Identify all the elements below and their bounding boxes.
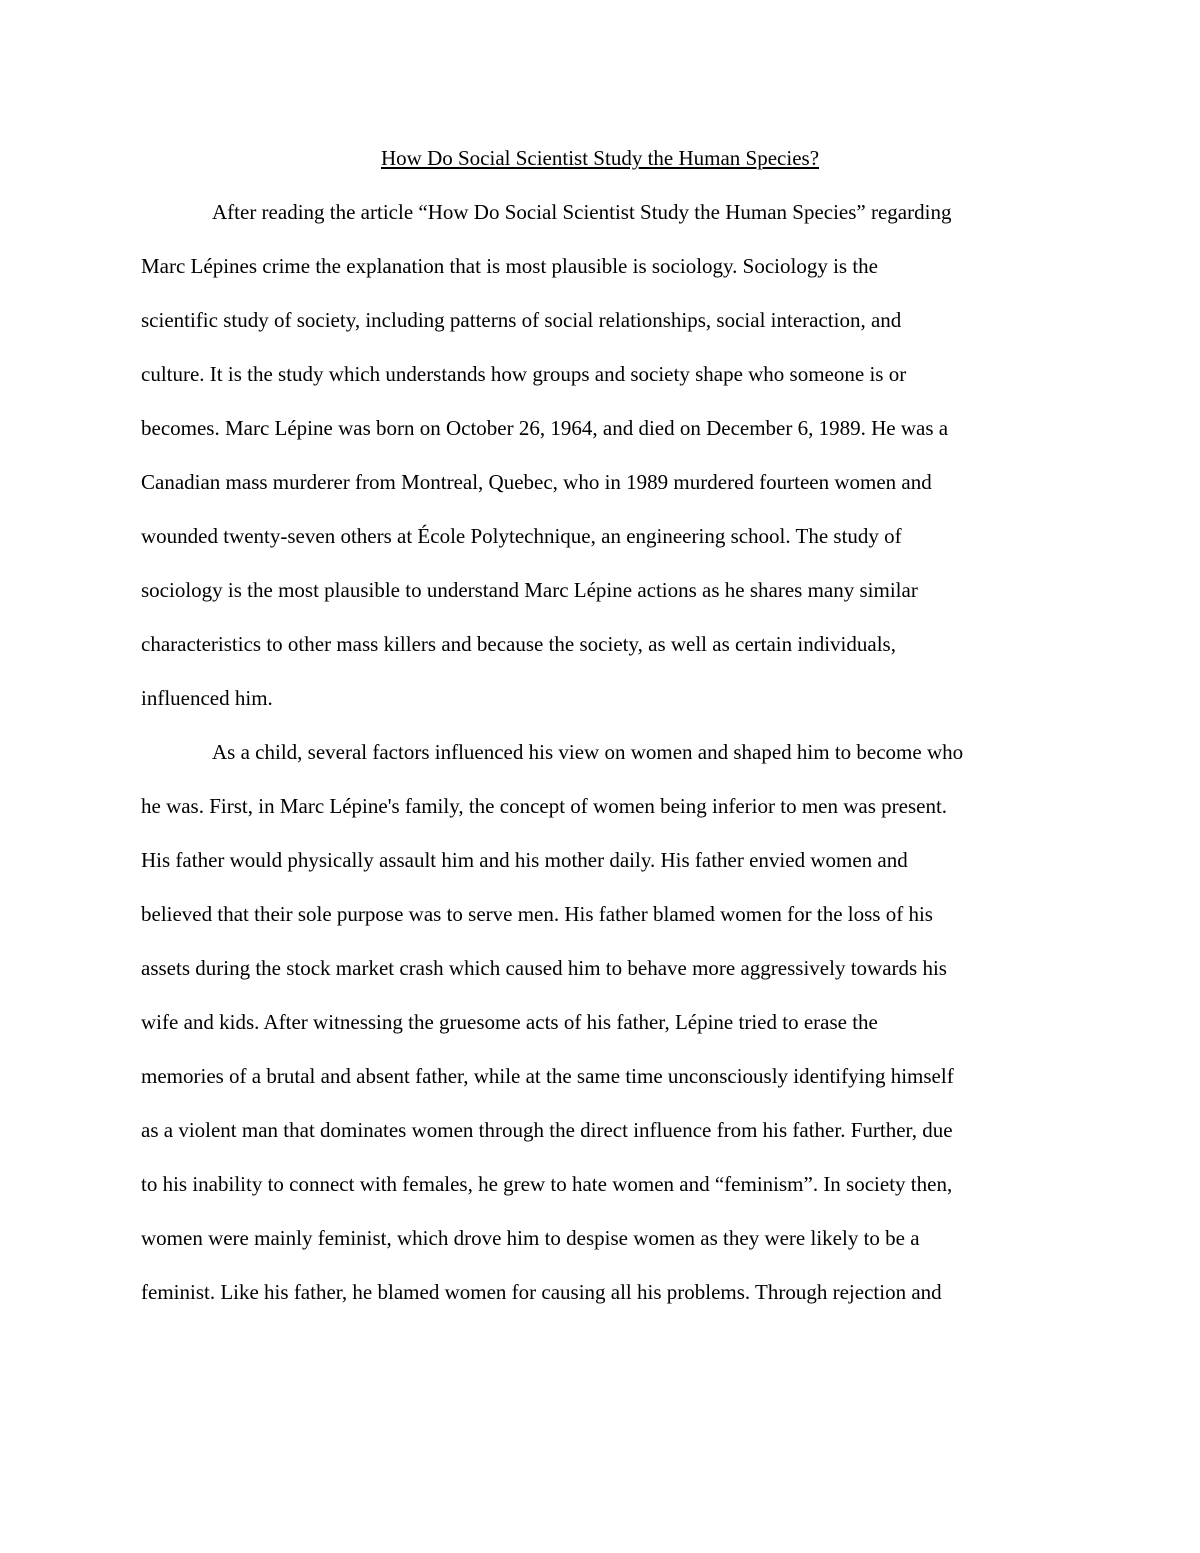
paragraph-line: characteristics to other mass killers and because the society, as well as certain individuals, [141, 632, 896, 656]
paragraph-line: sociology is the most plausible to understand Marc Lépine actions as he shares many similar [141, 578, 918, 602]
paragraph-line: As a child, several factors influenced his view on women and shaped him to become who [212, 740, 964, 764]
paragraph-line: to his inability to connect with females, he grew to hate women and “feminism”. In society then, [141, 1172, 953, 1196]
paragraph-line: Marc Lépines crime the explanation that is most plausible is sociology. Sociology is the [141, 254, 878, 278]
paragraph-line: as a violent man that dominates women through the direct influence from his father. Further, due [141, 1118, 953, 1142]
paragraph-line: influenced him. [141, 686, 273, 710]
paragraph-line: wounded twenty-seven others at École Polytechnique, an engineering school. The study of [141, 524, 902, 548]
paragraph-line: wife and kids. After witnessing the gruesome acts of his father, Lépine tried to erase the [141, 1010, 878, 1034]
paragraph-line: scientific study of society, including patterns of social relationships, social interaction, and [141, 308, 902, 332]
document-title: How Do Social Scientist Study the Human Species? [380, 146, 820, 170]
paragraph-line: women were mainly feminist, which drove him to despise women as they were likely to be a [141, 1226, 920, 1250]
paragraph-line: culture. It is the study which understands how groups and society shape who someone is or [141, 362, 907, 386]
paragraph-line: believed that their sole purpose was to serve men. His father blamed women for the loss of his [141, 902, 933, 926]
paragraph-line: His father would physically assault him and his mother daily. His father envied women and [141, 848, 908, 872]
paragraph-line: memories of a brutal and absent father, while at the same time unconsciously identifying himself [141, 1064, 954, 1088]
paragraph-line: assets during the stock market crash which caused him to behave more aggressively towards his [141, 956, 947, 980]
paragraph-line: he was. First, in Marc Lépine's family, the concept of women being inferior to men was present. [141, 794, 948, 818]
paragraph-line: After reading the article “How Do Social Scientist Study the Human Species” regarding [212, 200, 952, 224]
paragraph-line: Canadian mass murderer from Montreal, Quebec, who in 1989 murdered fourteen women and [141, 470, 932, 494]
paragraph-line: feminist. Like his father, he blamed women for causing all his problems. Through rejection and [141, 1280, 942, 1304]
paragraph-line: becomes. Marc Lépine was born on October 26, 1964, and died on December 6, 1989. He was a [141, 416, 949, 440]
